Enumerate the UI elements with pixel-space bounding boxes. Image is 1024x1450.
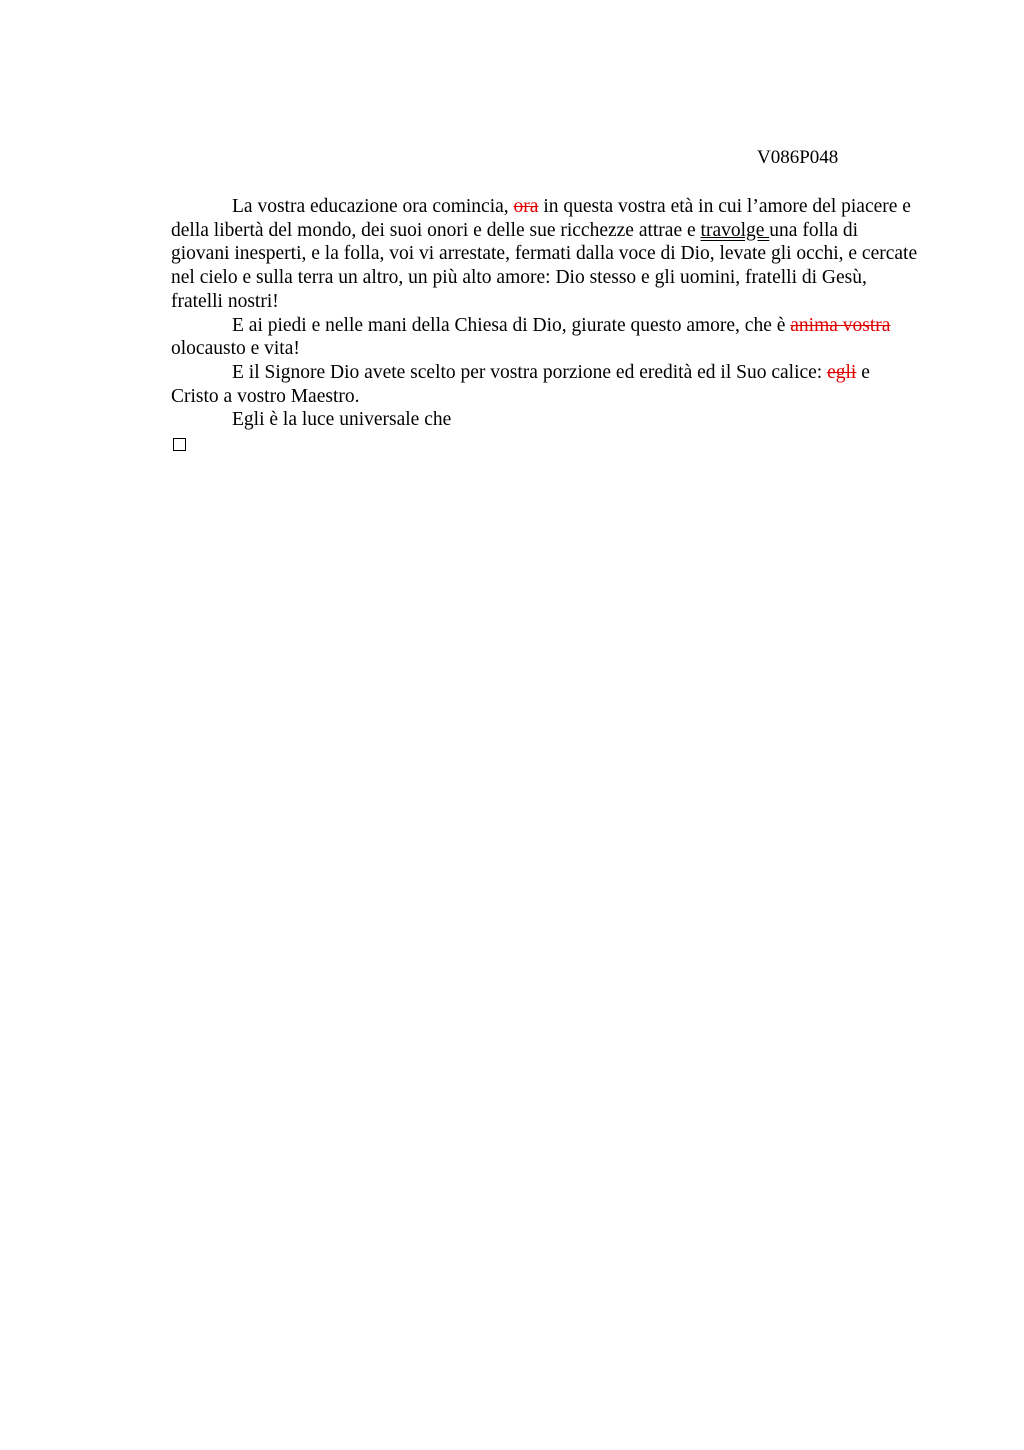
document-body: [171, 195, 919, 451]
text-segment: e Cristo a vostro Maestro.: [171, 361, 870, 407]
deleted-text: egli: [827, 361, 857, 383]
paragraph-2: [171, 314, 919, 361]
text-segment: E il Signore Dio avete scelto per vostra porzione ed eredità ed il Suo calice:: [232, 361, 828, 383]
text-segment: La vostra educazione ora comincia,: [232, 196, 514, 217]
double-underlined-text: travolge: [700, 219, 770, 241]
deleted-text: anima vostra: [790, 314, 891, 336]
text-segment: Egli è la luce universale che: [232, 409, 452, 431]
empty-square-icon: [173, 438, 186, 451]
page-code: V086P048: [757, 147, 839, 168]
paragraph-3: [171, 361, 919, 408]
text-segment: olocausto e vita!: [171, 338, 300, 360]
deleted-text: ora: [513, 196, 539, 217]
paragraph-1: [171, 195, 919, 314]
paragraph-4: [171, 408, 919, 432]
text-segment: in questa vostra età in cui l’amore del piacere e della libertà del mondo, dei suoi onori e delle sue ricchezze attrae e: [171, 196, 911, 241]
text-segment: E ai piedi e nelle mani della Chiesa di Dio, giurate questo amore, che è: [232, 314, 791, 336]
text-segment: una folla di giovani inesperti, e la folla, voi vi arrestate, fermati dalla voce di Dio, levate gli occhi, e cercate nel cielo e sulla terra un altro, un più alto amore: Dio stesso e gli uomini, fratelli di Gesù, fratelli nostri!: [171, 219, 918, 312]
